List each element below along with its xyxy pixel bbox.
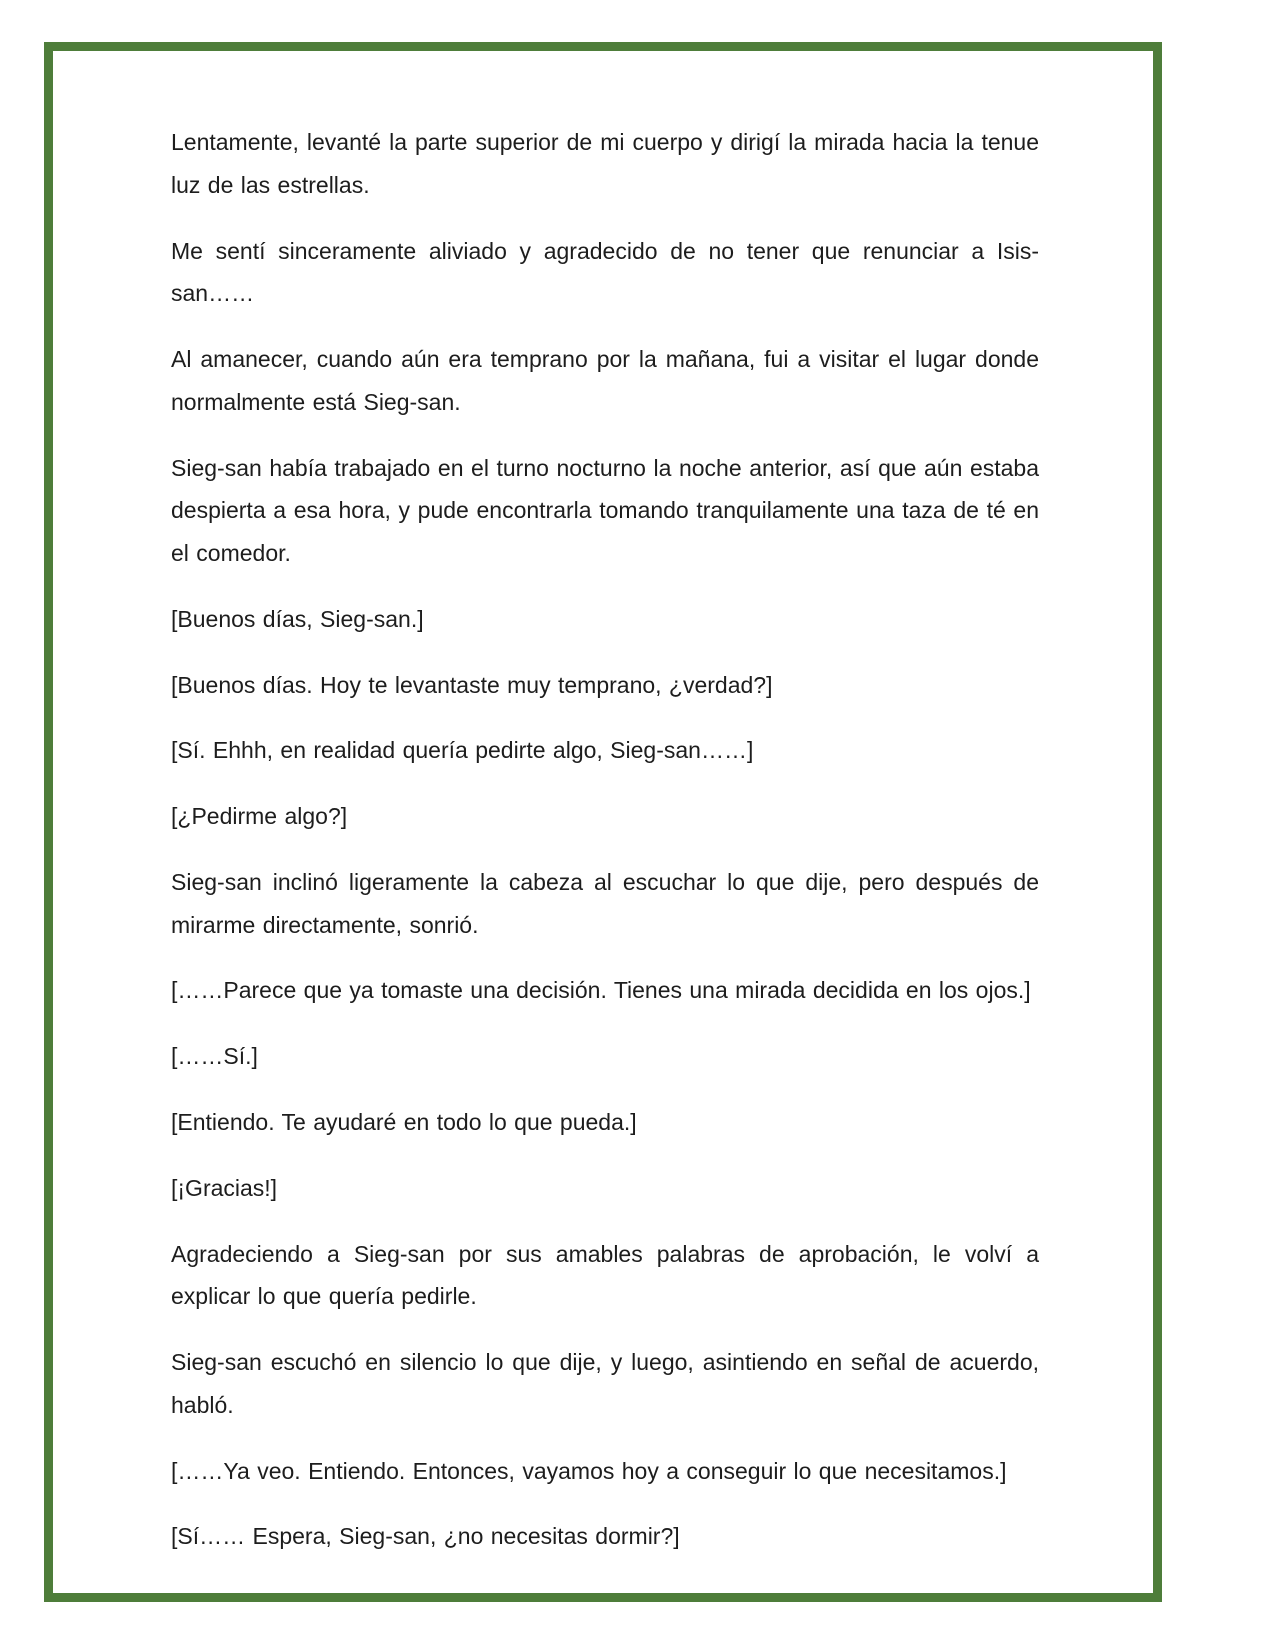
paragraph: [¡Gracias!] <box>171 1174 278 1201</box>
paragraph: Lentamente, levanté la parte superior de mi cuerpo y dirigí la mirada hacia la tenue luz de las estrellas. <box>171 129 1039 198</box>
paragraph: Sieg-san había trabajado en el turno nocturno la noche anterior, así que aún estaba despierta a esa hora, y pude encontrarla tomando tranquilamente una taza de té en el comedor. <box>171 454 1039 567</box>
paragraph: Me sentí sinceramente aliviado y agradecido de no tener que renunciar a Isis-san…… <box>171 237 1039 307</box>
paragraph: [……Sí.] <box>171 1043 258 1070</box>
paragraph: [Entiendo. Te ayudaré en todo lo que pueda.] <box>171 1109 637 1136</box>
paragraph: [Sí. Ehhh, en realidad quería pedirte algo, Sieg-san……] <box>171 737 754 764</box>
paragraph: [¿Pedirme algo?] <box>171 803 348 830</box>
paragraph: [……Ya veo. Entiendo. Entonces, vayamos hoy a conseguir lo que necesitamos.] <box>171 1457 1007 1484</box>
paragraph: Sieg-san escuchó en silencio lo que dije, y luego, asintiendo en señal de acuerdo, habló. <box>171 1349 1039 1418</box>
document-content <box>53 51 1153 1602</box>
paragraph: Sieg-san inclinó ligeramente la cabeza al escuchar lo que dije, pero después de mirarme directamente, sonrió. <box>171 868 1039 938</box>
page-border-frame <box>44 42 1162 1602</box>
paragraph: Agradeciendo a Sieg-san por sus amables palabras de aprobación, le volví a explicar lo que quería pedirle. <box>171 1240 1039 1310</box>
paragraph: [Buenos días. Hoy te levantaste muy temprano, ¿verdad?] <box>171 671 773 698</box>
paragraph: Al amanecer, cuando aún era temprano por la mañana, fui a visitar el lugar donde normalmente está Sieg-san. <box>171 346 1039 415</box>
paragraph: [Buenos días, Sieg-san.] <box>171 605 424 632</box>
paragraph: [……Parece que ya tomaste una decisión. Tienes una mirada decidida en los ojos.] <box>171 977 1031 1004</box>
paragraph: [Sí…… Espera, Sieg-san, ¿no necesitas dormir?] <box>171 1523 680 1550</box>
